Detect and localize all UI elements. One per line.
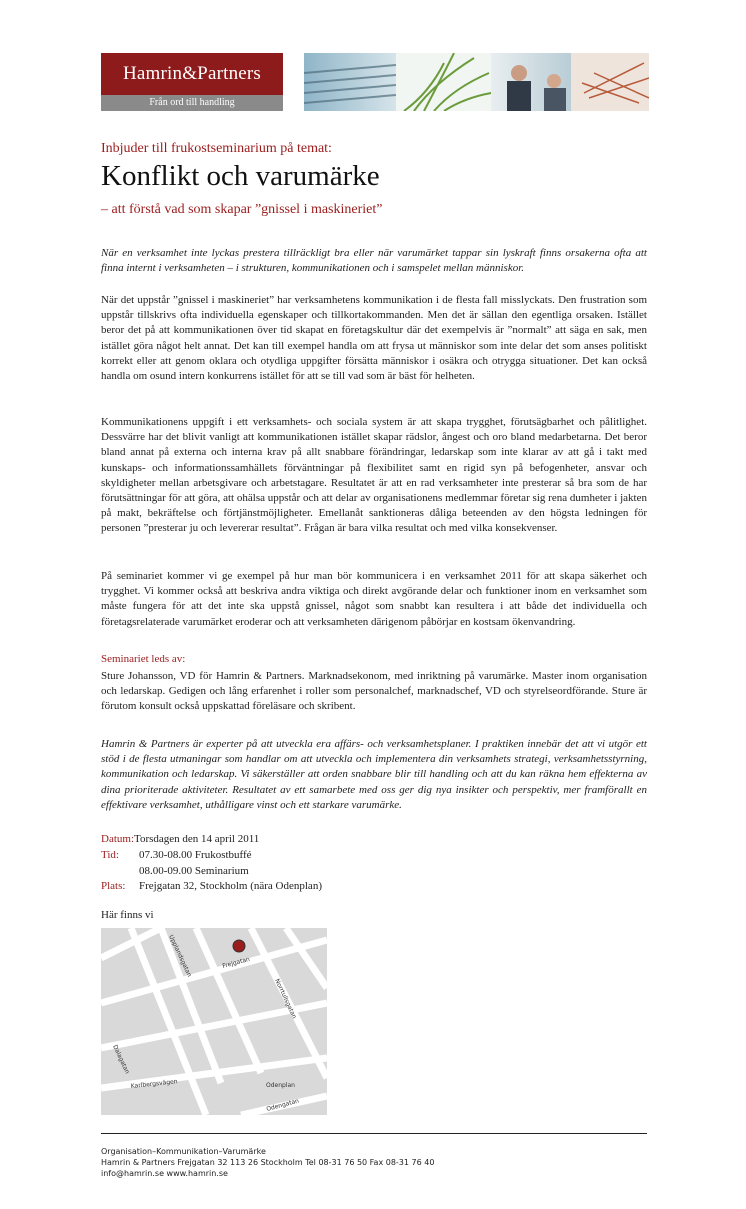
place-row	[101, 879, 322, 895]
date-value: Torsdagen den 14 april 2011	[134, 833, 260, 845]
intro-paragraph: När en verksamhet inte lyckas prestera tillräckligt bra eller när varumärket tappar sin lyskraft finns orsakerna ofta att finna internt i verksamheten – i strukturen, kommunikationen och i samspelet mellan människor.	[101, 247, 647, 275]
about-paragraph: Hamrin & Partners är experter på att utveckla era affärs- och verksamhetsplaner. I praktiken innebär det att vi utgör ett stöd i de flesta utmaningar som handlar om att utveckla och implementera din verksamhets strategi, verksamhetsstyrning, kommunikation och ledarskap. Vi säkerställer att orden snabbare blir till handling och att du kan räkna hem effekterna av dina prioriterade aktiviteter. Resultatet av ett samarbete med oss ger dig nya insikter och perspektiv, mer framförallt en effektivare verksamhet, uthålligare vinst och ett starkare varumärke.	[101, 738, 647, 811]
date-row	[101, 832, 259, 848]
body-paragraph-1: När det uppstår ”gnissel i maskineriet” har verksamhetens kommunikation i de flesta fall misslyckats. Den frustration som uppstår tillskrivs ofta individuella egenskaper och tillkortakommanden. Men det är sällan den egentliga orsaken. Istället beror det på att kommunikationen över tid skapat en företagskultur där det exempelvis är ”normalt” att säga en sak, men istället göra något helt annat. Det kan till exempel handla om att frysa ut människor som inte delar det som anses politiskt korrekt eller att genom oklara och otydliga uppgifter försätta människor i osäkra och otrygga situationer. Det kan också handla om osund intern konkurrens istället för att se till vad som är bäst för helheten.	[101, 294, 647, 383]
body-paragraph-3: På seminariet kommer vi ge exempel på hur man bör kommunicera i en verksamhet 2011 för att skapa säkerhet och trygghet. Vi kommer också att beskriva andra viktiga och direkt avgörande delar och funktioner inom en verksamhet som måste fungera för att det inte ska uppstå gnissel, något som snabbt kan resultera i att både det individuella och företagsrelaterade varumärket eroderar och att verksamheten därigenom påbörjar en kostsam ökenvandring.	[101, 570, 647, 628]
page-title: Konflikt och varumärke	[101, 160, 380, 192]
leader-paragraph: Sture Johansson, VD för Hamrin & Partners. Marknadsekonom, med inriktning på varumärke. Master inom organisation och ledarskap. Gedigen och lång erfarenhet i roller som personalchef, marknadschef, VD och styrelseordförande. Sture är förutom konsult också uppskattad föreläsare och skribent.	[101, 670, 647, 713]
place-label: Plats:	[101, 880, 126, 892]
body-paragraph-2: Kommunikationens uppgift i ett verksamhets- och sociala system är att skapa trygghet, förutsägbarhet och pålitlighet. Dessvärre har det blivit vanligt att kommunikationen istället skapar rädslor, ångest och oro bland medarbetarna. Det beror bland annat på externa och interna krav på allt snabbare förändringar, ledarskap som inte klarar av att gå i takt med kunskaps- och informationssamhällets förväntningar på flexibilitet samt en rigid syn på befogenheter, ansvar och skyldigheter mellan arbetsgivare och arbetstagare. Resultatet är att en rad verksamheter inte presterar så bra som de har förutsättningar för att göra, att ohälsa uppstår och att delar av organisationens medlemmar företar sig rena dumheter i jakten på makt, bekräftelse och förtjänstmöjligheter. Emellanåt sanktioneras dåliga beteenden av den högsta ledningen för personen ”presterar ju och levererar resultat”. Frågan är bara vilka resultat och med vilka konsekvenser.	[101, 416, 647, 535]
leader-heading: Seminariet leds av:	[101, 653, 186, 665]
street-label-karlbergsvagen: Karlbergsvägen	[130, 1078, 178, 1090]
footer-divider	[101, 1133, 647, 1134]
place-value: Frejgatan 32, Stockholm (nära Odenplan)	[139, 880, 322, 892]
street-label-odengatan: Odengatan	[265, 1097, 300, 1113]
map-heading: Här finns vi	[101, 909, 154, 921]
subtitle: – att förstå vad som skapar ”gnissel i maskineriet”	[101, 202, 383, 217]
street-label-odenplan: Odenplan	[266, 1082, 295, 1089]
footer-address: Hamrin & Partners Frejgatan 32 113 26 Stockholm Tel 08-31 76 50 Fax 08-31 76 40	[101, 1158, 435, 1167]
street-label-frejgatan: Frejgatan	[221, 955, 251, 970]
logo	[101, 53, 283, 111]
location-pin-icon	[233, 940, 245, 952]
footer-tagline: Organisation–Kommunikation–Varumärke	[101, 1147, 266, 1156]
logo-tagline: Från ord till handling	[101, 95, 283, 111]
logo-name: Hamrin&Partners	[101, 53, 283, 95]
footer-contact: info@hamrin.se www.hamrin.se	[101, 1169, 228, 1178]
time-row-2	[139, 864, 249, 880]
date-label: Datum:	[101, 833, 134, 845]
street-label-norrtullsgatan: Norrtullsgatan	[273, 977, 298, 1020]
header-photo-collage	[304, 53, 649, 111]
time-label: Tid:	[101, 849, 119, 861]
street-label-upplandsgatan: Upplandsgatan	[167, 933, 193, 979]
invite-line: Inbjuder till frukostseminarium på temat:	[101, 141, 332, 156]
street-label-dalagatan: Dalagatan	[111, 1043, 131, 1075]
time-value-2: 08.00-09.00 Seminarium	[139, 865, 249, 877]
location-map	[101, 928, 327, 1115]
time-row	[101, 848, 252, 864]
time-value-1: 07.30-08.00 Frukostbuffé	[139, 849, 252, 861]
